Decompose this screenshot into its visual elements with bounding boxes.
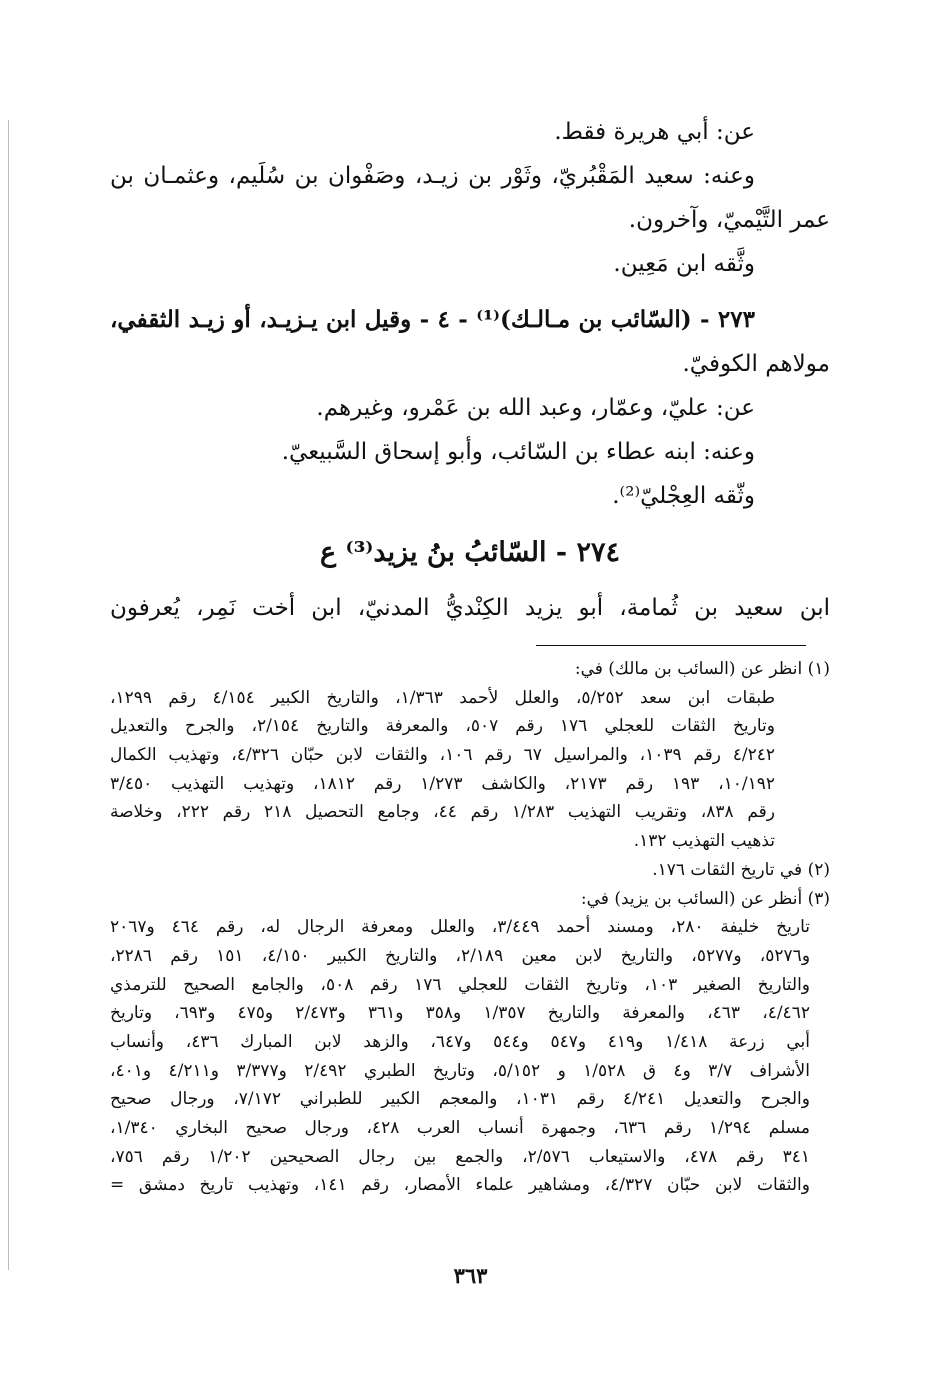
footnote-line: ٤/٢٤٢ رقم ١٠٣٩، والمراسيل ٦٧ رقم ١٠٦، والثقات لابن حبّان ٤/٣٢٦، وتهذيب الكمال — [110, 745, 775, 766]
footnote-1-header: (١) انظر عن (السائب بن مالك) في: — [574, 659, 830, 679]
entry-274-heading: ٢٧٤ - السّائبُ بنُ يزيد⁽³⁾ ع — [320, 537, 620, 568]
page-number: ٣٦٣ — [453, 1263, 488, 1288]
footnote-line: تذهيب التهذيب ١٣٢. — [633, 831, 775, 852]
footnote-2: (٢) في تاريخ الثقات ١٧٦. — [652, 859, 830, 880]
footnote-line: والتاريخ الصغير ١٠٣، وتاريخ الثقات للعجلي ١٧٦ رقم ٥٠٨، والجامع الصحيح للترمذي — [110, 974, 811, 995]
entry-273-heading: ٢٧٣ - (السّائب بن مـالـك)⁽¹⁾ - ٤ - وقيل ابن يـزيـد، أو زيـد الثقفي، — [110, 306, 755, 333]
footnote-line: تاريخ خليفة ٢٨٠، ومسند أحمد ٣/٤٤٩، والعلل ومعرفة الرجال له، رقم ٤٦٤ و٢٠٦٧ — [110, 917, 810, 938]
footnote-line: وتاريخ الثقات للعجلي ١٧٦ رقم ٥٠٧، والمعرفة والتاريخ ٢/١٥٤، والجرح والتعديل — [110, 716, 775, 737]
footnote-line: والثقات لابن حبّان ٤/٣٢٧، ومشاهير علماء الأمصار، رقم ١٤١، وتهذيب تاريخ دمشق = — [110, 1175, 810, 1196]
footnote-line: ٣٤١ رقم ٤٧٨، والاستيعاب ٢/٥٧٦، والجمع بين رجال الصحيحين ١/٢٠٢ رقم ٧٥٦، — [110, 1146, 811, 1167]
text-line: عن: عليّ، وعمّار، وعبد الله بن عَمْرو، وغيرهم. — [316, 395, 755, 421]
text-line: وعنه: سعيد المَقْبُريّ، وثَوْر بن زيـد، وصَفْوان بن سُلَيم، وعثمـان بن — [110, 163, 755, 189]
footnote-line: ١٠/١٩٢، ١٩٣ رقم ٢١٧٣، والكاشف ١/٢٧٣ رقم ١٨١٢، وتهذيب التهذيب ٣/٤٥٠ — [110, 773, 775, 794]
footnotes — [110, 655, 830, 1200]
main-text — [110, 110, 830, 630]
footnote-line: و٥٢٧٦، و٥٢٧٧، والتاريخ لابن معين ٢/١٨٩، والتاريخ الكبير ٤/١٥٠، ١٥١ رقم ٢٢٨٦، — [110, 945, 811, 966]
footnote-line: مسلم ١/٢٩٤ رقم ٦٣٦، وجمهرة أنساب العرب ٤٢٨، ورجال صحيح البخاري ١/٣٤٠، — [110, 1118, 810, 1138]
footnote-line: طبقات ابن سعد ٥/٢٥٢، والعلل لأحمد ١/٣٦٣، والتاريخ الكبير ٤/١٥٤ رقم ١٢٩٩، — [110, 687, 775, 708]
footnote-line: أبي زرعة ١/٤١٨ و٤١٩ و٥٤٧ و٥٤٤ و٦٤٧، والزهد لابن المبارك ٤٣٦، وأنساب — [110, 1031, 811, 1052]
text-line: عمر التَّيْميّ، وآخرون. — [628, 207, 830, 233]
footnote-line: ٤/٤٦٢، ٤٦٣، والمعرفة والتاريخ ١/٣٥٧ و٣٥٨ و٣٦١ و٢/٤٧٣ و٤٧٥ و٦٩٣، وتاريخ — [110, 1003, 810, 1024]
text-line: وثّقه العِجْليّ⁽²⁾. — [612, 483, 755, 509]
scan-edge-line — [8, 120, 9, 1270]
text-line: ابن سعيد بن ثُمامة، أبو يزيد الكِنْديُّ المدنيّ، ابن أخت نَمِر، يُعرفون — [110, 595, 830, 621]
footnote-3-header: (٣) أنظر عن (السائب بن يزيد) في: — [580, 888, 830, 909]
text-line: وثَّقه ابن مَعِين. — [613, 251, 755, 277]
footnote-line: رقم ٨٣٨، وتقريب التهذيب ١/٢٨٣ رقم ٤٤، وجامع التحصيل ٢١٨ رقم ٢٢٢، وخلاصة — [110, 802, 775, 823]
footnote-line: الأشراف ٣/٧ و٤ ق ١/٥٢٨ و ٥/١٥٢، وتاريخ الطبري ٢/٤٩٢ و٣/٣٧٧ و٤/٢١١ و٤٠١، — [110, 1060, 810, 1081]
text-line: عن: أبي هريرة فقط. — [554, 119, 755, 145]
text-line: وعنه: ابنه عطاء بن السّائب، وأبو إسحاق السَّبيعيّ. — [281, 439, 755, 465]
text-line: مولاهم الكوفيّ. — [682, 351, 830, 377]
footnote-line: والجرح والتعديل ٤/٢٤١ رقم ١٠٣١، والمعجم الكبير للطبراني ٧/١٧٢، ورجال صحيح — [110, 1089, 810, 1110]
footnote-divider — [536, 645, 806, 646]
